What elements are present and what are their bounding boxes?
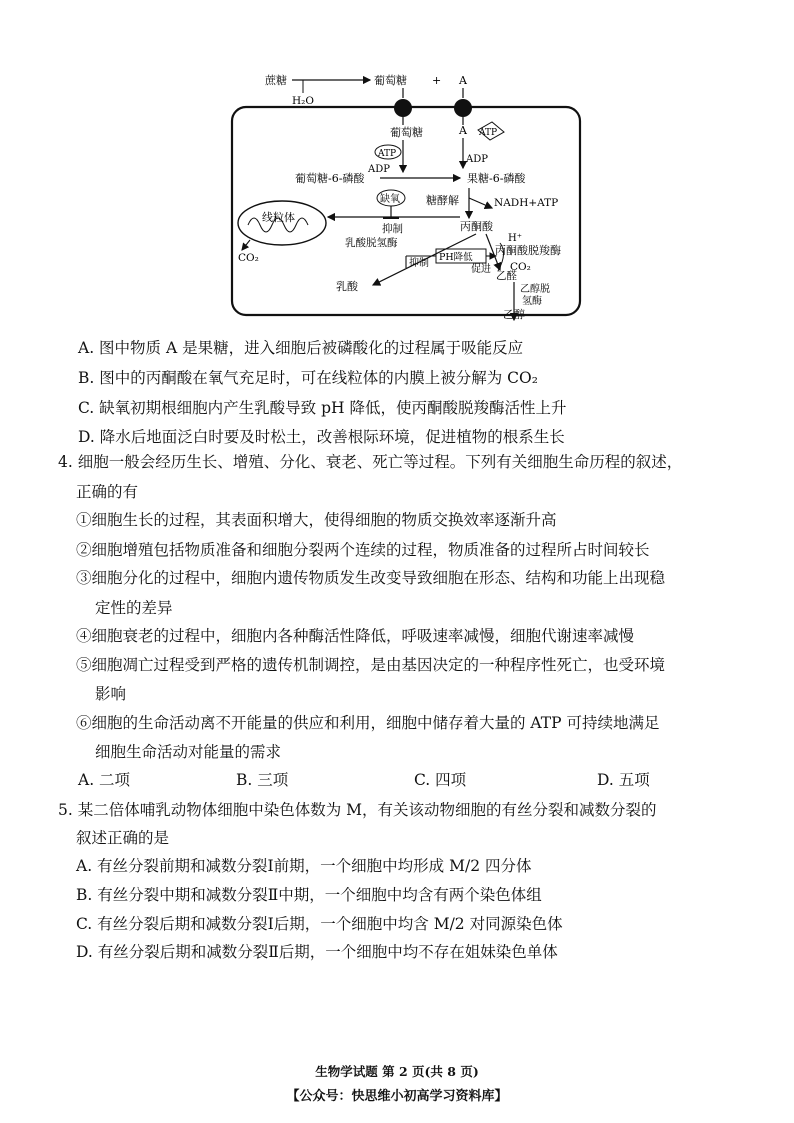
q5-stem-line2: 叙述正确的是 [76,829,170,847]
q5-stem-line1: 5. 某二倍体哺乳动物体细胞中染色体数为 M，有关该动物细胞的有丝分裂和减数分裂的 [58,801,657,819]
label-a-in: A [459,124,467,137]
q5-option-d: D. 有丝分裂后期和减数分裂Ⅱ后期，一个细胞中均不存在姐妹染色单体 [76,943,558,961]
svg-text:CO₂: CO₂ [510,261,531,273]
label-glucose-in: 葡萄糖 [390,126,423,139]
transporter-a [454,99,472,117]
svg-text:ADP: ADP [466,154,488,165]
label-a-top: A [459,74,467,87]
transporter-glucose [394,99,412,117]
svg-text:+: + [432,74,442,87]
q3-option-c: C. 缺氧初期根细胞内产生乳酸导致 pH 降低，使丙酮酸脱羧酶活性上升 [78,399,567,417]
label-nadh-atp: NADH+ATP [494,197,559,209]
label-sucrose: 蔗糖 [265,74,287,87]
label-pyruvate: 丙酮酸 [460,220,493,233]
label-f6p: 果糖-6-磷酸 [467,172,526,185]
svg-text:ATP: ATP [378,149,397,159]
q5-option-b: B. 有丝分裂中期和减数分裂Ⅱ中期，一个细胞中均含有两个染色体组 [76,886,542,904]
svg-text:线粒体: 线粒体 [262,211,295,224]
q4-statement-4: ④细胞衰老的过程中，细胞内各种酶活性降低，呼吸速率减慢，细胞代谢速率减慢 [76,627,635,645]
q4-statement-5b: 影响 [95,685,127,703]
label-ethanol: 乙醇 [503,308,525,321]
label-glycolysis: 糖酵解 [426,194,459,207]
q3-option-a: A. 图中物质 A 是果糖，进入细胞后被磷酸化的过程属于吸能反应 [78,339,524,357]
svg-text:氢酶: 氢酶 [522,296,542,307]
q4-option-b: B. 三项 [236,771,289,789]
label-inhibit1: 抑制 [382,223,403,235]
svg-text:ADP: ADP [368,164,390,175]
svg-text:PH降低: PH降低 [439,252,473,263]
q4-option-d: D. 五项 [597,771,650,789]
q4-statement-6a: ⑥细胞的生命活动离不开能量的供应和利用，细胞中储存着大量的 ATP 可持续地满足 [76,714,660,732]
q4-statement-3a: ③细胞分化的过程中，细胞内遗传物质发生改变导致细胞在形态、结构和功能上出现稳 [76,569,666,587]
label-glucose-top: 葡萄糖 [374,74,407,87]
label-inhibit2: 抑制 [409,258,429,269]
q4-statement-6b: 细胞生命活动对能量的需求 [95,743,282,761]
q4-option-c: C. 四项 [414,771,467,789]
q4-statement-3b: 定性的差异 [95,599,173,617]
q4-statement-2: ②细胞增殖包括物质准备和细胞分裂两个连续的过程，物质准备的过程所占时间较长 [76,541,650,559]
label-g6p: 葡萄糖-6-磷酸 [295,172,365,185]
label-co2-left: CO₂ [238,252,259,264]
q4-stem-line1: 4. 细胞一般会经历生长、增殖、分化、衰老、死亡等过程。下列有关细胞生命历程的叙述， [58,453,683,471]
q3-option-d: D. 降水后地面泛白时要及时松土，改善根际环境，促进植物的根系生长 [78,428,565,446]
q4-option-a: A. 二项 [78,771,131,789]
cell-metabolism-diagram [220,60,590,322]
label-acetaldehyde: 乙醛 [496,270,517,282]
label-water: H₂O [292,95,314,107]
q4-statement-5a: ⑤细胞凋亡过程受到严格的遗传机制调控，是由基因决定的一种程序性死亡，也受环境 [76,656,666,674]
page-footer: 生物学试题 第 2 页(共 8 页) [315,1064,479,1079]
q5-option-a: A. 有丝分裂前期和减数分裂Ⅰ前期，一个细胞中均形成 M/2 四分体 [76,857,532,875]
svg-text:ATP: ATP [479,128,498,138]
svg-text:缺氧: 缺氧 [380,194,400,205]
q4-stem-line2: 正确的有 [76,483,139,501]
q3-option-b: B. 图中的丙酮酸在氧气充足时，可在线粒体的内膜上被分解为 CO₂ [78,369,538,387]
label-promote: 促进 [471,264,491,275]
source-footer: 【公众号：快思维小初高学习资料库】 [286,1089,508,1104]
q4-statement-1: ①细胞生长的过程，其表面积增大，使得细胞的物质交换效率逐渐升高 [76,511,557,529]
svg-text:乙醇脱: 乙醇脱 [520,284,550,295]
label-lactate: 乳酸 [336,280,358,293]
label-ldh: 乳酸脱氢酶 [345,237,398,249]
label-pdc: 丙酮酸脱羧酶 [495,244,561,257]
q5-option-c: C. 有丝分裂后期和减数分裂Ⅰ后期，一个细胞中均含 M/2 对同源染色体 [76,915,563,933]
svg-text:H⁺: H⁺ [508,233,522,244]
